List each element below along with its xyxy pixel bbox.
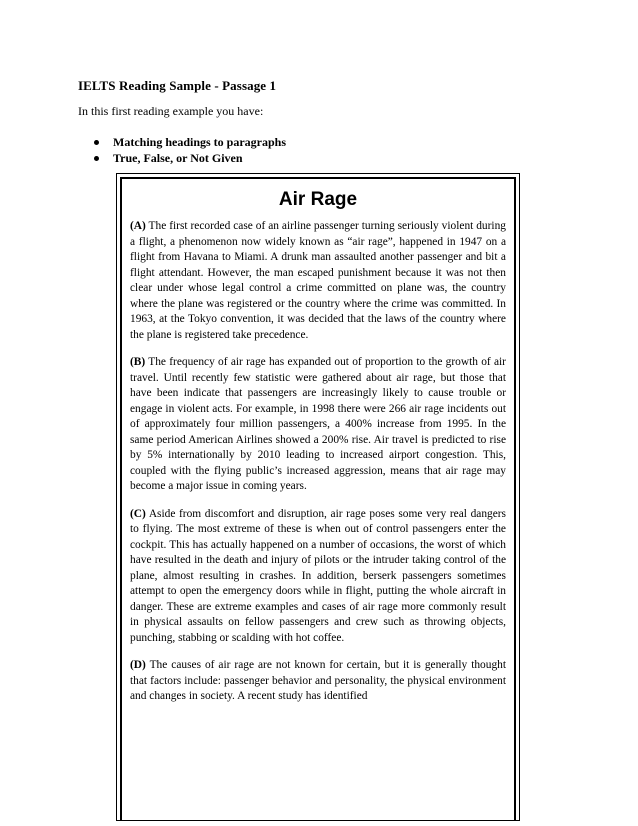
list-item <box>94 150 286 166</box>
list-item <box>94 134 286 150</box>
paragraph-label: (B) <box>130 356 146 368</box>
list-item-label: True, False, or Not Given <box>113 151 243 165</box>
paragraph-d <box>130 658 506 705</box>
paragraph-text: The first recorded case of an airline passenger turning seriously violent during a flight, a phenomenon now widely known as “air rage”, happened in 1947 on a flight from Havana to Miami. A drunk man assaulted another passenger and bit a flight attendant. However, the man escaped punishment because it was not then clear under whose legal control a crime committed on plane was, the country where the plane was registered or the country where the crime was committed. In 1963, at the Tokyo convention, it was decided that the laws of the country where the plane is registered take precedence. <box>130 220 506 341</box>
paragraph-text: Aside from discomfort and disruption, air rage poses some very real dangers to flying. The most extreme of these is when out of control passengers enter the cockpit. This has actually happened on a number of occasions, the worst of which have resulted in the death and injury of pilots or the intruder taking control of the plane, almost resulting in crashes. In addition, berserk passengers sometimes attempt to open the emergency doors while in flight, putting the whole aircraft in danger. These are extreme examples and cases of air rage more commonly result in physical assaults on fellow passengers and crew such as throwing objects, punching, stabbing or scalding with hot coffee. <box>130 507 506 644</box>
intro-text: In this first reading example you have: <box>78 104 264 118</box>
paragraph-label: (A) <box>130 220 146 232</box>
bullet-icon <box>94 156 99 161</box>
list-item-label: Matching headings to paragraphs <box>113 135 287 149</box>
passage-box <box>116 173 520 821</box>
article-title: Air Rage <box>278 189 358 210</box>
passage-box-inner-border <box>120 177 516 820</box>
task-list <box>94 134 286 166</box>
paragraph-a <box>130 219 506 343</box>
paragraph-text: The causes of air rage are not known for certain, but it is generally thought that factors include: passenger behavior and personality, the physical environment and changes in society. A recent study has identified <box>130 659 506 702</box>
article-body <box>130 219 506 717</box>
paragraph-label: (D) <box>130 659 146 671</box>
bullet-icon <box>94 140 99 145</box>
paragraph-label: (C) <box>130 507 146 520</box>
paragraph-b <box>130 355 506 495</box>
paragraph-c <box>130 507 506 647</box>
paragraph-text: The frequency of air rage has expanded out of proportion to the growth of air travel. Until recently few statistic were gathered about air rage, but those that have been indicate that passengers are increasingly likely to cause trouble or engage in violent acts. For example, in 1998 there were 266 air rage incidents out of approximately four million passengers, a 400% increase from 1995. In the same period American Airlines showed a 200% rise. Air travel is predicted to rise by 5% internationally by 2010 leading to increased airport congestion. This, coupled with the flying public’s increased aggression, means that air rage may become a major issue in coming years. <box>130 356 506 492</box>
page-title: IELTS Reading Sample - Passage 1 <box>78 78 277 93</box>
